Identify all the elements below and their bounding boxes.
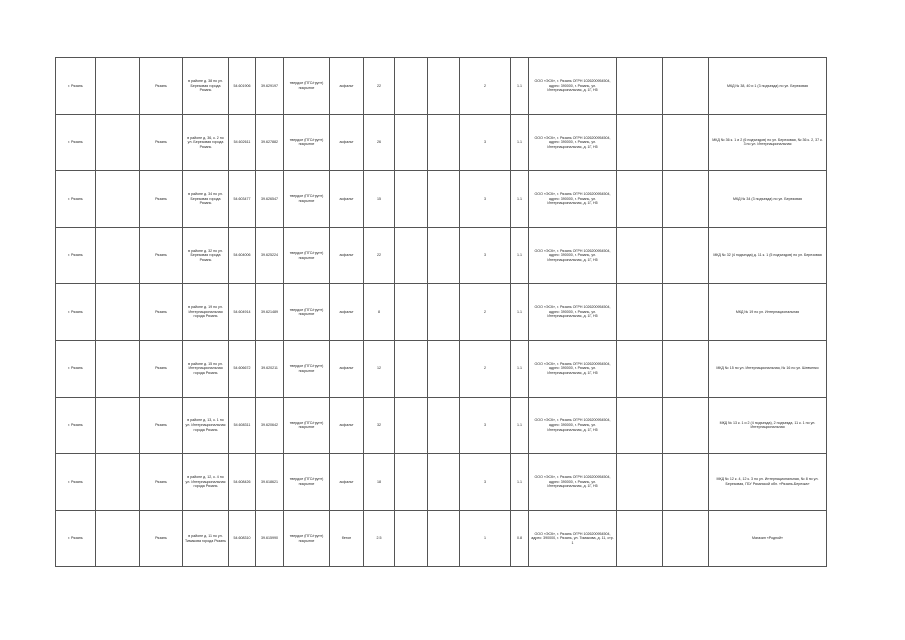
blank-cell <box>395 454 428 511</box>
container-count-cell: 1 <box>460 510 511 567</box>
blank-cell <box>428 58 460 115</box>
owner-cell: ООО «ЭСК», г. Рязань ОГРН 1026200954504, адрес: 390000, г. Рязань, ул. Интернациональная, д. 1Г, Н5 <box>529 114 617 171</box>
blank-cell <box>663 397 709 454</box>
blank-cell <box>96 227 140 284</box>
blank-cell <box>96 397 140 454</box>
longitude-cell: 39.620211 <box>256 340 284 397</box>
blank-cell <box>428 454 460 511</box>
longitude-cell: 39.625224 <box>256 227 284 284</box>
blank-cell <box>663 227 709 284</box>
area-cell: 15 <box>364 171 395 228</box>
volume-cell: 0.8 <box>511 510 529 567</box>
volume-cell: 1.1 <box>511 397 529 454</box>
area-cell: 18 <box>364 454 395 511</box>
latitude-cell: 54.604914 <box>229 284 256 341</box>
blank-cell <box>96 284 140 341</box>
address-cell: в районе д. 15 по ул. Интернациональная города Рязань <box>183 340 229 397</box>
blank-cell <box>395 227 428 284</box>
address-cell: в районе д. 19 по ул. Интернациональная города Рязань <box>183 284 229 341</box>
volume-cell: 1.1 <box>511 227 529 284</box>
sources-cell: МКД № 19 по ул. Интернациональная <box>709 284 827 341</box>
latitude-cell: 54.608426 <box>229 454 256 511</box>
address-cell: в районе д. 38 по ул. Березовая города Рязань <box>183 58 229 115</box>
table-row <box>56 171 827 228</box>
material-cell: бетон <box>330 510 364 567</box>
table-row <box>56 397 827 454</box>
blank-cell <box>428 171 460 228</box>
locality-cell: г. Рязань <box>56 227 96 284</box>
latitude-cell: 54.608310 <box>229 510 256 567</box>
owner-cell: ООО «ЭСК», г. Рязань ОГРН 1026200954504, адрес: 390000, г. Рязань, ул. Тимакова, д. 11, стр. 1 <box>529 510 617 567</box>
container-count-cell: 3 <box>460 114 511 171</box>
volume-cell: 1.1 <box>511 340 529 397</box>
blank-cell <box>617 227 663 284</box>
blank-cell <box>617 58 663 115</box>
longitude-cell: 39.626547 <box>256 171 284 228</box>
blank-cell <box>96 171 140 228</box>
sources-cell: МКД № 12 к. 4, 12 к. 3 по ул. Интернациональная, № 8 по ул. Березовая, ГБУ Рязанской обл. «Рязань-Березка» <box>709 454 827 511</box>
material-cell: асфальт <box>330 284 364 341</box>
sources-cell: Магазин «Родной» <box>709 510 827 567</box>
blank-cell <box>96 510 140 567</box>
longitude-cell: 39.618621 <box>256 454 284 511</box>
city-cell: Рязань <box>140 510 183 567</box>
material-cell: асфальт <box>330 397 364 454</box>
city-cell: Рязань <box>140 340 183 397</box>
city-cell: Рязань <box>140 171 183 228</box>
blank-cell <box>617 284 663 341</box>
blank-cell <box>428 397 460 454</box>
locality-cell: г. Рязань <box>56 510 96 567</box>
longitude-cell: 39.627882 <box>256 114 284 171</box>
blank-cell <box>663 114 709 171</box>
table-row <box>56 284 827 341</box>
longitude-cell: 39.615990 <box>256 510 284 567</box>
address-cell: в районе д. 13, к. 1 по ул. Интернациональная города Рязань <box>183 397 229 454</box>
blank-cell <box>96 58 140 115</box>
city-cell: Рязань <box>140 58 183 115</box>
owner-cell: ООО «ЭСК», г. Рязань ОГРН 1026200954504, адрес: 390000, г. Рязань, ул. Интернациональная, д. 1Г, Н5 <box>529 58 617 115</box>
surface-cell: твердое (ПГС/грунт) покрытие <box>284 454 330 511</box>
longitude-cell: 39.629197 <box>256 58 284 115</box>
blank-cell <box>395 171 428 228</box>
blank-cell <box>96 454 140 511</box>
blank-cell <box>663 171 709 228</box>
table-row <box>56 454 827 511</box>
area-cell: 12 <box>364 340 395 397</box>
container-count-cell: 3 <box>460 171 511 228</box>
material-cell: асфальт <box>330 58 364 115</box>
surface-cell: твердое (ПГС/грунт) покрытие <box>284 510 330 567</box>
blank-cell <box>663 510 709 567</box>
blank-cell <box>96 114 140 171</box>
blank-cell <box>395 284 428 341</box>
area-cell: 2.5 <box>364 510 395 567</box>
locality-cell: г. Рязань <box>56 114 96 171</box>
latitude-cell: 54.601906 <box>229 58 256 115</box>
blank-cell <box>428 114 460 171</box>
owner-cell: ООО «ЭСК», г. Рязань ОГРН 1026200954504, адрес: 390000, г. Рязань, ул. Интернациональная, д. 1Г, Н5 <box>529 284 617 341</box>
city-cell: Рязань <box>140 454 183 511</box>
area-cell: 26 <box>364 114 395 171</box>
table-row <box>56 114 827 171</box>
blank-cell <box>428 340 460 397</box>
data-table <box>55 57 827 567</box>
blank-cell <box>428 227 460 284</box>
surface-cell: твердое (ПГС/грунт) покрытие <box>284 227 330 284</box>
owner-cell: ООО «ЭСК», г. Рязань ОГРН 1026200954504, адрес: 390000, г. Рязань, ул. Интернациональная, д. 1Г, Н5 <box>529 340 617 397</box>
blank-cell <box>395 114 428 171</box>
locality-cell: г. Рязань <box>56 284 96 341</box>
owner-cell: ООО «ЭСК», г. Рязань ОГРН 1026200954504, адрес: 390000, г. Рязань, ул. Интернациональная, д. 1Г, Н5 <box>529 454 617 511</box>
locality-cell: г. Рязань <box>56 397 96 454</box>
surface-cell: твердое (ПГС/грунт) покрытие <box>284 171 330 228</box>
blank-cell <box>663 58 709 115</box>
blank-cell <box>617 510 663 567</box>
blank-cell <box>617 340 663 397</box>
latitude-cell: 54.604006 <box>229 227 256 284</box>
blank-cell <box>395 397 428 454</box>
address-cell: в районе д. 12, к. 4 по ул. Интернациональная города Рязань <box>183 454 229 511</box>
address-cell: в районе д. 11 по ул. Тимакова города Рязань <box>183 510 229 567</box>
container-count-cell: 3 <box>460 227 511 284</box>
area-cell: 32 <box>364 397 395 454</box>
container-count-cell: 3 <box>460 397 511 454</box>
volume-cell: 1.1 <box>511 284 529 341</box>
area-cell: 8 <box>364 284 395 341</box>
blank-cell <box>617 171 663 228</box>
blank-cell <box>663 284 709 341</box>
longitude-cell: 39.621489 <box>256 284 284 341</box>
locality-cell: г. Рязань <box>56 171 96 228</box>
surface-cell: твердое (ПГС/грунт) покрытие <box>284 114 330 171</box>
container-count-cell: 3 <box>460 454 511 511</box>
sources-cell: МКД № 38, 40 и 1 (3 подъезда) по ул. Березовая <box>709 58 827 115</box>
city-cell: Рязань <box>140 227 183 284</box>
owner-cell: ООО «ЭСК», г. Рязань ОГРН 1026200954504, адрес: 390000, г. Рязань, ул. Интернациональная, д. 1Г, Н5 <box>529 227 617 284</box>
city-cell: Рязань <box>140 284 183 341</box>
address-cell: в районе д. 36, к. 2 по ул. Березовая города Рязань <box>183 114 229 171</box>
latitude-cell: 54.606672 <box>229 340 256 397</box>
latitude-cell: 54.608311 <box>229 397 256 454</box>
material-cell: асфальт <box>330 171 364 228</box>
volume-cell: 1.1 <box>511 171 529 228</box>
surface-cell: твердое (ПГС/грунт) покрытие <box>284 397 330 454</box>
blank-cell <box>428 510 460 567</box>
blank-cell <box>663 454 709 511</box>
blank-cell <box>617 454 663 511</box>
address-cell: в районе д. 34 по ул. Березовая города Рязань <box>183 171 229 228</box>
table-row <box>56 340 827 397</box>
material-cell: асфальт <box>330 454 364 511</box>
container-count-cell: 2 <box>460 340 511 397</box>
longitude-cell: 39.620642 <box>256 397 284 454</box>
latitude-cell: 54.603477 <box>229 171 256 228</box>
volume-cell: 1.1 <box>511 454 529 511</box>
city-cell: Рязань <box>140 397 183 454</box>
sources-cell: МКД № 13 к. 1 и 2 (4 подъезда), 2 подъезда, 11 к. 1 по ул. Интернациональная <box>709 397 827 454</box>
sources-cell: МКД № 34 (3 подъезда) по ул. Березовая <box>709 171 827 228</box>
sources-cell: МКД № 32 (4 подъезда) д. 11 к. 1 (5 подъездов) по ул. Березовая <box>709 227 827 284</box>
table-row <box>56 510 827 567</box>
city-cell: Рязань <box>140 114 183 171</box>
table-row <box>56 58 827 115</box>
sources-cell: МКД № 15 по ул. Интернациональная, № 16 по ул. Шевченко <box>709 340 827 397</box>
owner-cell: ООО «ЭСК», г. Рязань ОГРН 1026200954504, адрес: 390000, г. Рязань, ул. Интернациональная, д. 1Г, Н5 <box>529 171 617 228</box>
locality-cell: г. Рязань <box>56 340 96 397</box>
owner-cell: ООО «ЭСК», г. Рязань ОГРН 1026200954504, адрес: 390000, г. Рязань, ул. Интернациональная, д. 1Г, Н5 <box>529 397 617 454</box>
blank-cell <box>617 114 663 171</box>
material-cell: асфальт <box>330 227 364 284</box>
blank-cell <box>428 284 460 341</box>
latitude-cell: 54.602611 <box>229 114 256 171</box>
surface-cell: твердое (ПГС/грунт) покрытие <box>284 340 330 397</box>
volume-cell: 1.1 <box>511 114 529 171</box>
locality-cell: г. Рязань <box>56 454 96 511</box>
blank-cell <box>395 510 428 567</box>
address-cell: в районе д. 32 по ул. Березовая города Рязань <box>183 227 229 284</box>
surface-cell: твердое (ПГС/грунт) покрытие <box>284 284 330 341</box>
area-cell: 22 <box>364 227 395 284</box>
blank-cell <box>395 58 428 115</box>
container-count-cell: 2 <box>460 58 511 115</box>
locality-cell: г. Рязань <box>56 58 96 115</box>
volume-cell: 1.1 <box>511 58 529 115</box>
material-cell: асфальт <box>330 114 364 171</box>
table-row <box>56 227 827 284</box>
surface-cell: твердое (ПГС/грунт) покрытие <box>284 58 330 115</box>
blank-cell <box>617 397 663 454</box>
blank-cell <box>663 340 709 397</box>
area-cell: 22 <box>364 58 395 115</box>
sources-cell: МКД № 36 к. 1 и 2 (6 подъездов) по ул. Березовая, № 36 к. 2, 37 к. 3 по ул. Интернациональная <box>709 114 827 171</box>
blank-cell <box>96 340 140 397</box>
material-cell: асфальт <box>330 340 364 397</box>
blank-cell <box>395 340 428 397</box>
container-count-cell: 2 <box>460 284 511 341</box>
